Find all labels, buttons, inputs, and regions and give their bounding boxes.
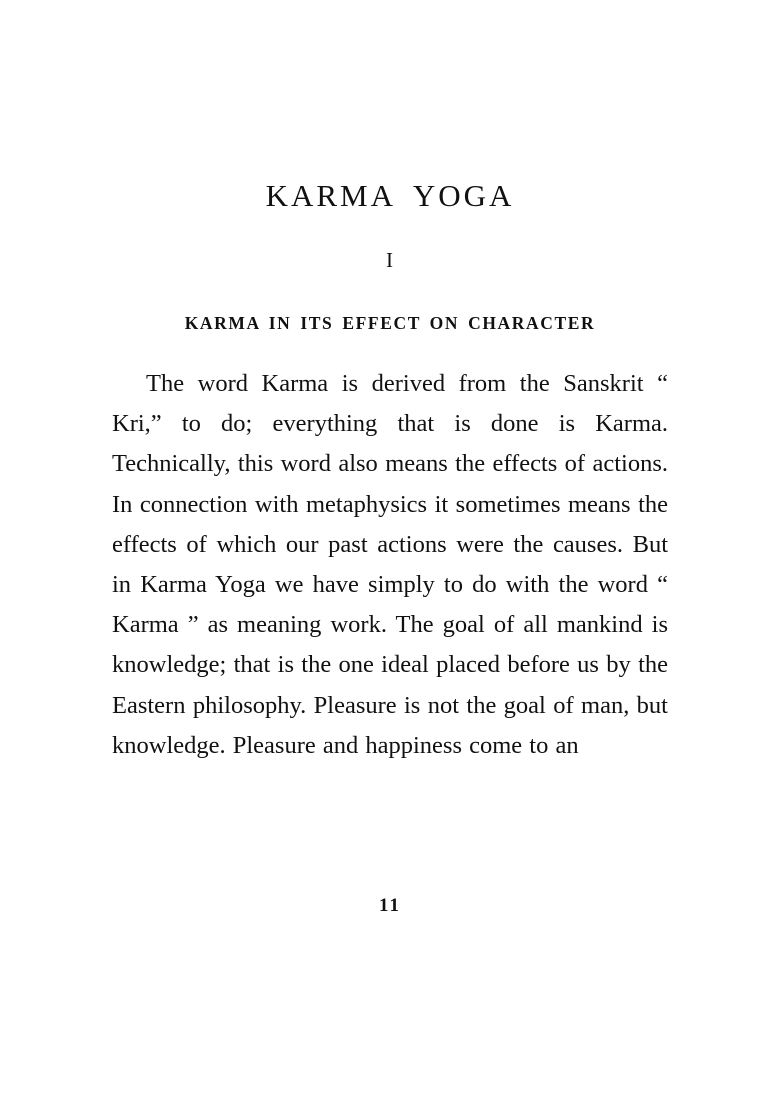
chapter-number: I	[386, 248, 394, 272]
chapter-subtitle: KARMA IN ITS EFFECT ON CHARACTER	[184, 313, 596, 333]
page-number: 11	[379, 895, 401, 916]
body-paragraph-text: The word Karma is derived from the Sanskrit “ Kri,” to do; everything that is done is Karma. Technically, this word also means the effects of actions. In connection with metaphysics it sometimes means the effects of which our past actions were the causes. But in Karma Yoga we have simply to do with the word “ Karma ” as meaning work. The goal of all mankind is knowledge; that is the one ideal placed before us by the Eastern philosophy. Pleasure is not the goal of man, but knowledge. Pleasure and happiness come to an	[112, 370, 668, 759]
body-paragraph	[112, 364, 668, 766]
page-title: KARMA YOGA	[265, 178, 515, 213]
page-content	[112, 178, 668, 766]
